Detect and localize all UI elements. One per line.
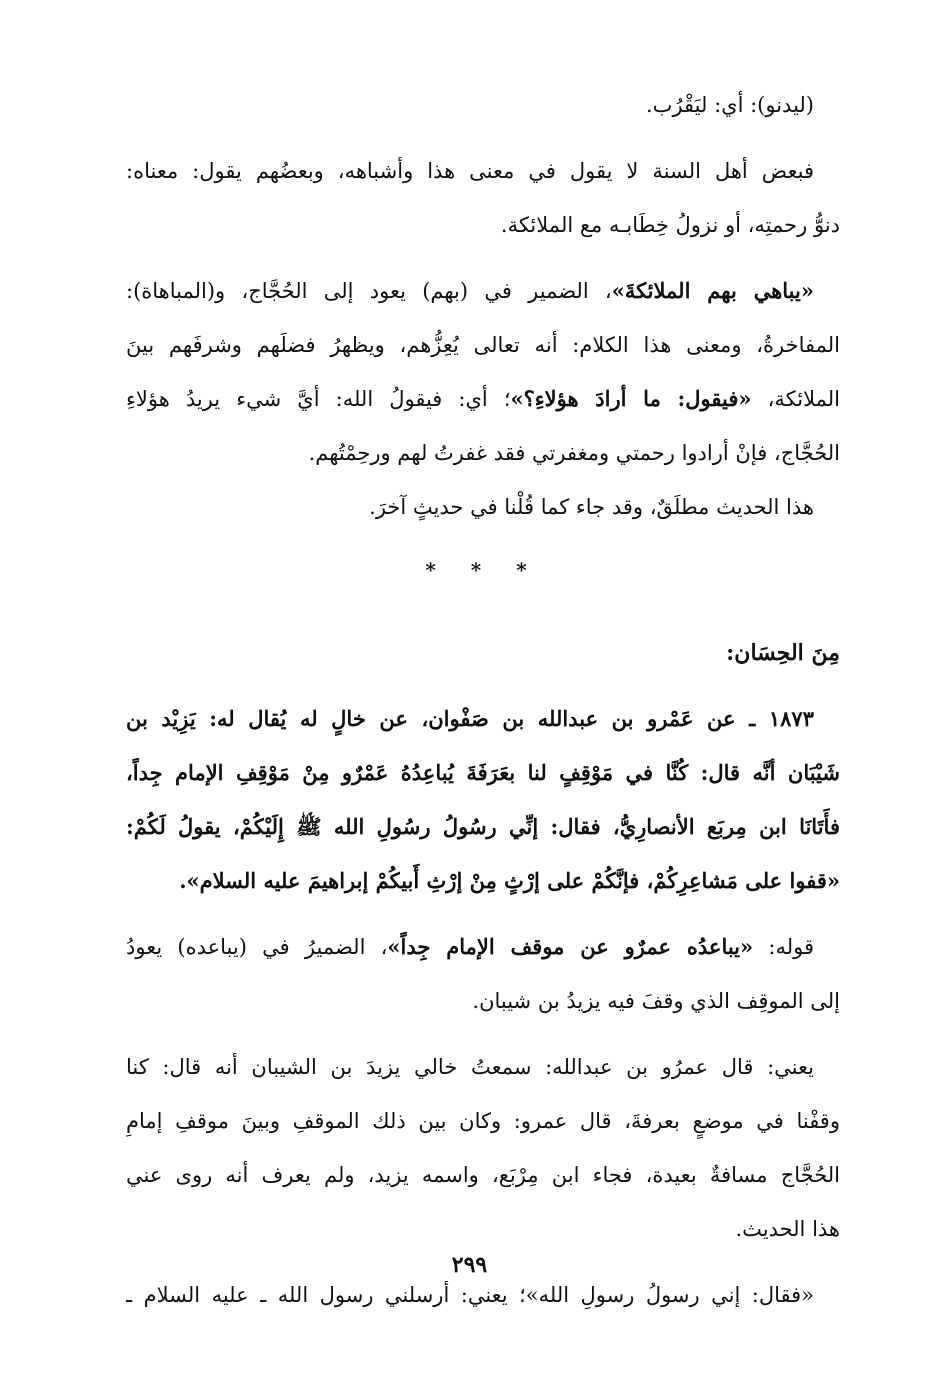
text-line — [126, 920, 840, 974]
paragraph-5 — [126, 920, 840, 1028]
quote-bold: «يباهي بهم الملائكةَ» — [611, 278, 814, 303]
paragraph-1 — [126, 78, 840, 132]
paragraph-6 — [126, 1040, 840, 1256]
quote-bold: «فيقول: ما أرادَ هؤلاءِ؟» — [510, 386, 752, 411]
text-line: الحُجَّاج، فإنْ أرادوا رحمتي ومغفرتي فقد غفرتُ لهم ورحِمْتُهم. — [308, 441, 840, 465]
hadith-line: شَيْبَان أنَّه قال: كُنَّا في مَوْقِفٍ لنا بعَرَفَةَ يُباعِدُهُ عَمْرٌو مِنْ مَوْقِفِ الإمام جِداً، — [126, 760, 840, 785]
hadith-line: «قفوا على مَشاعِرِكُمْ، فإنَّكُمْ على إرْثٍ مِنْ إرْثِ أَبيكُمْ إبراهيمَ عليه السلام». — [179, 868, 840, 893]
text-run: ، الضميرُ في (يباعده) يعودُ — [126, 935, 388, 959]
text-line: هذا الحديث مطلَقٌ، وقد جاء كما قُلْنا في حديثٍ آخرَ. — [369, 495, 814, 519]
text-line: (ليدنو): أي: ليَقْرُب. — [646, 93, 814, 117]
paragraph-2 — [126, 144, 840, 252]
section-separator: * * * — [425, 558, 541, 582]
text-run: الملائكة، — [751, 387, 840, 411]
text-line: الحُجَّاج مسافةٌ بعيدة، فجاء ابن مِرْبَع، واسمه يزيد، ولم يعرف أنه روى عني — [126, 1163, 840, 1187]
section-heading: مِنَ الحِسَان: — [726, 640, 840, 666]
text-line: وقفْنا في موضعٍ بعرفةَ، قال عمرو: وكان بين ذلك الموقفِ وبينَ موقفِ إمامِ — [126, 1109, 840, 1133]
text-line — [126, 372, 840, 426]
text-run: ، الضمير في (بهم) يعود إلى الحُجَّاج، و(المباهاة): — [126, 279, 612, 303]
text-line: دنوُّ رحمتِه، أو نزولُ خِطَابـه مع الملائكة. — [500, 213, 840, 237]
hadith-block — [126, 692, 840, 908]
text-run: قوله: — [753, 935, 814, 959]
text-line: إلى الموقِف الذي وقفَ فيه يزيدُ بن شيبان. — [472, 989, 840, 1013]
paragraph-3 — [126, 264, 840, 480]
text-line — [126, 264, 840, 318]
page-body — [126, 78, 840, 1322]
paragraph-4 — [126, 480, 840, 534]
page-number: ٢٩٩ — [451, 1252, 488, 1278]
hadith-line: فأَتَانَا ابن مِربَع الأنصارِيُّ، فقال: إنِّي رسُولُ رسُولِ الله ﷺ إِلَيْكُمْ، يقولُ لَكُمْ: — [126, 814, 840, 839]
text-run: ؛ أي: فيقولُ الله: أيَّ شيء يريدُ هؤلاءِ — [126, 387, 511, 411]
hadith-line: ١٨٧٣ ـ عن عَمْرو بن عبدالله بن صَفْوان، عن خالٍ له يُقال له: يَزِيْد بن — [126, 706, 814, 731]
text-line: المفاخرةُ، ومعنى هذا الكلام: أنه تعالى يُعِزُّهم، ويظهرُ فضلَهم وشرفَهم بينَ — [126, 333, 840, 357]
text-line: هذا الحديث. — [735, 1217, 840, 1241]
text-line: فبعض أهل السنة لا يقول في معنى هذا وأشباهه، وبعضُهم يقول: معناه: — [126, 159, 814, 183]
text-line: «فقال: إني رسولُ رسولِ الله»؛ يعني: أرسلني رسول الله ـ عليه السلام ـ — [126, 1283, 814, 1307]
quote-bold: «يباعدُه عمرٌو عن موقف الإمام جِداً» — [387, 934, 754, 959]
text-line: يعني: قال عمرُو بن عبدالله: سمعتُ خالي يزيدَ بن الشيبان أنه قال: كنا — [126, 1055, 814, 1079]
